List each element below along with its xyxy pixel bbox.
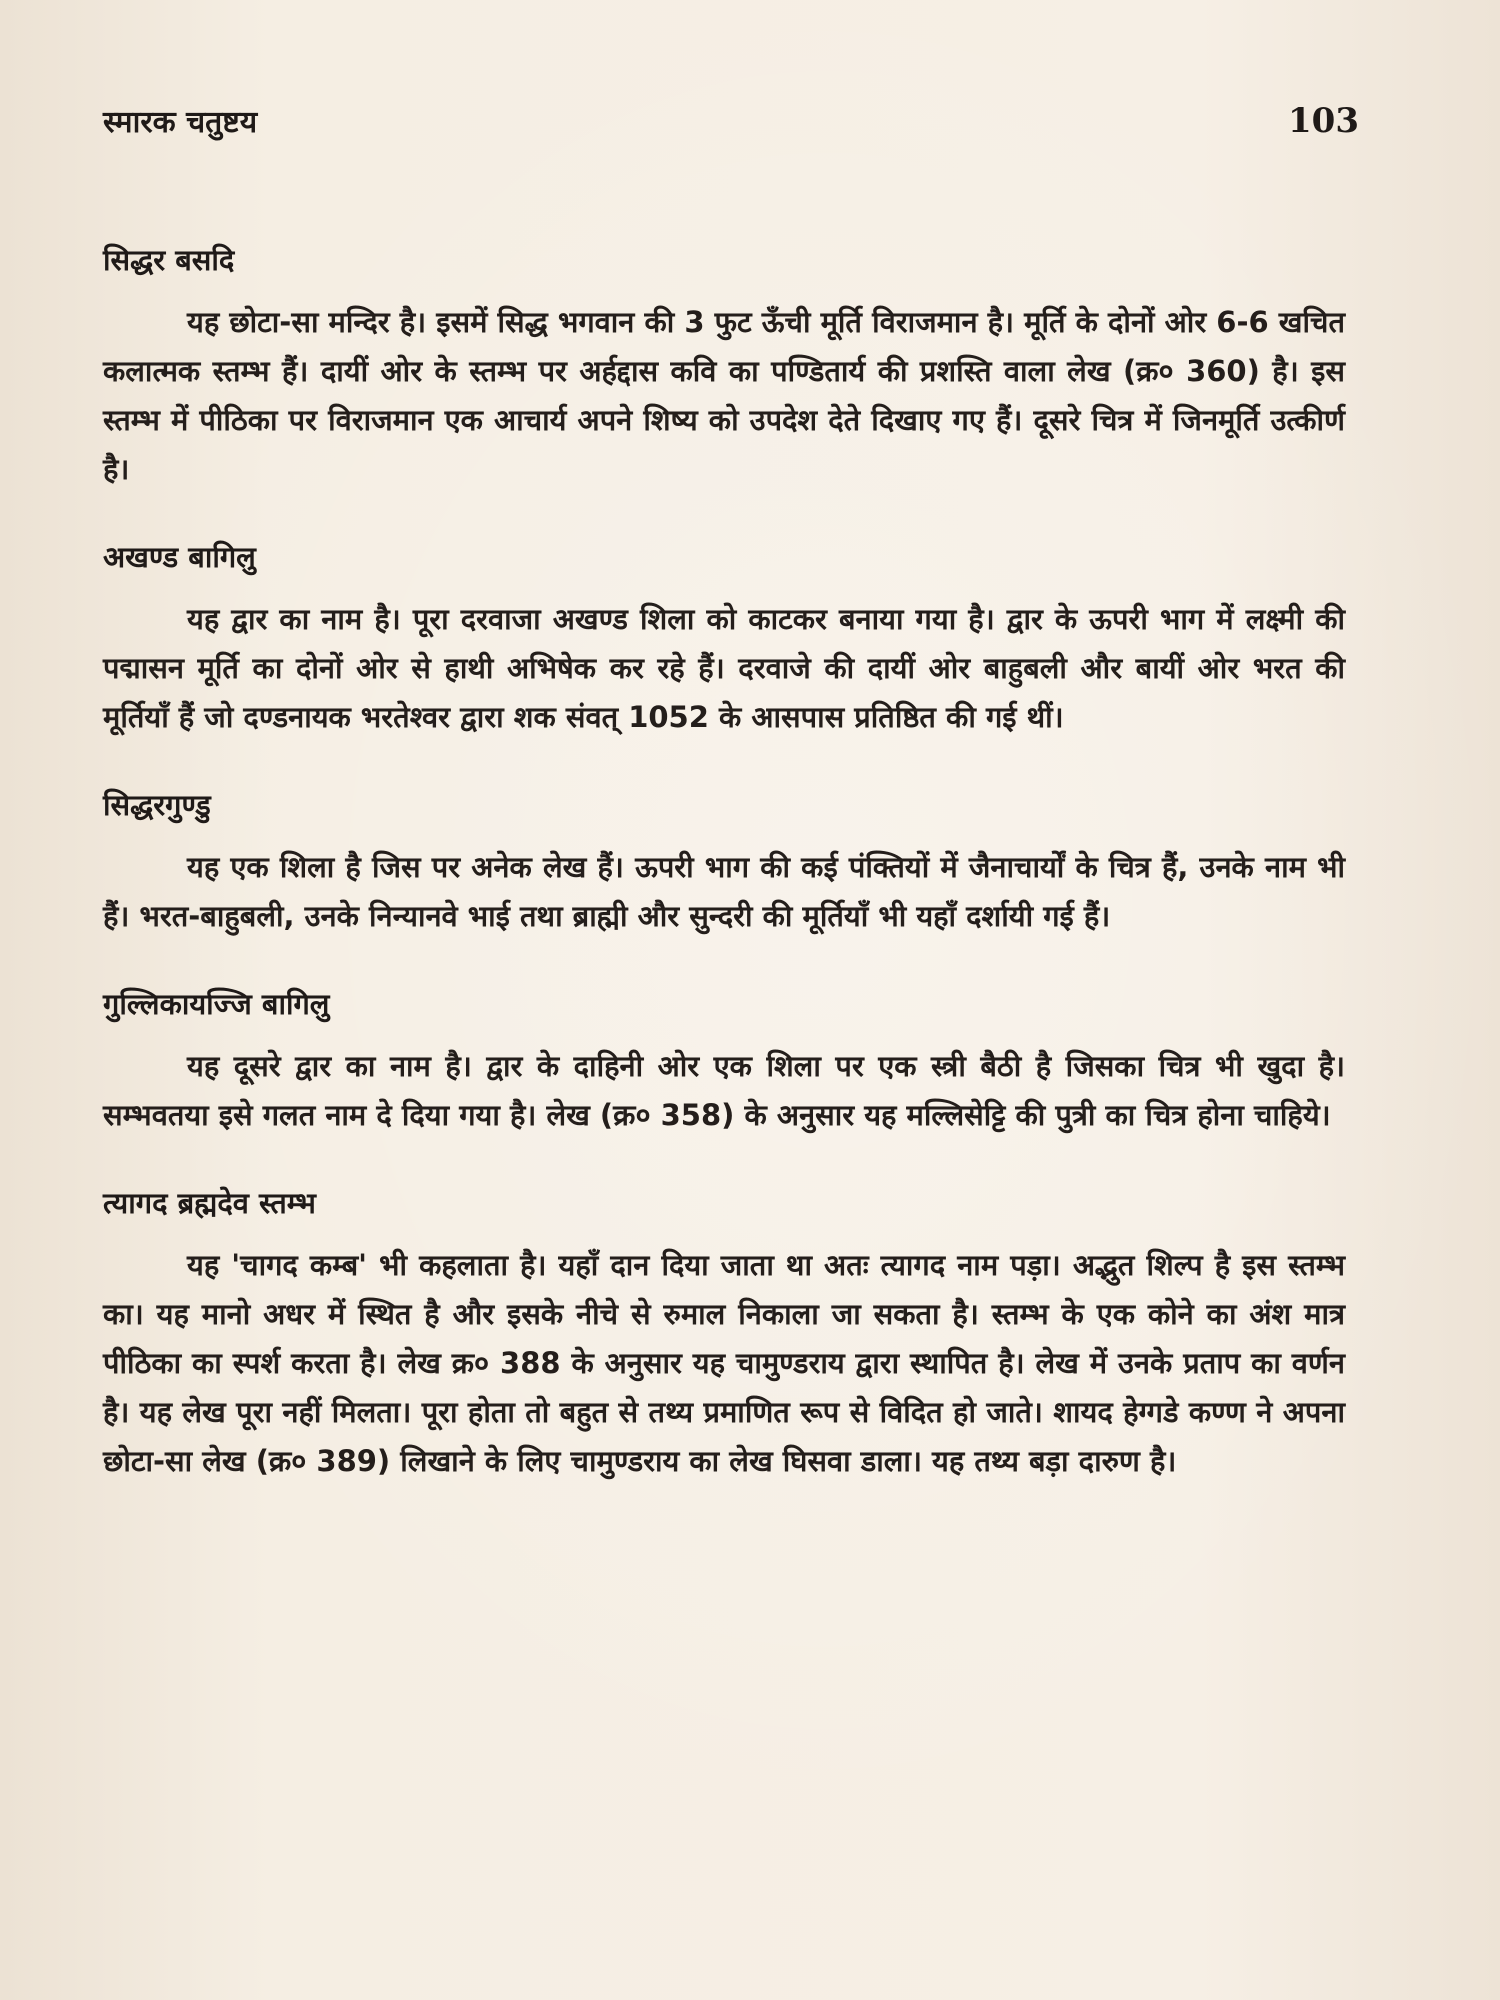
section-paragraph: यह एक शिला है जिस पर अनेक लेख हैं। ऊपरी भाग की कई पंक्तियों में जैनाचार्यों के चित्र हैं, उनके नाम भी हैं। भरत-बाहुबली, उनके निन्यानवे भाई तथा ब्राह्मी और सुन्दरी की मूर्तियाँ भी यहाँ दर्शायी गई हैं।: [103, 850, 1345, 933]
section-heading: सिद्धरगुण्डु: [103, 788, 211, 822]
running-title: स्मारक चतुष्टय: [103, 105, 258, 140]
section-paragraph: यह दूसरे द्वार का नाम है। द्वार के दाहिनी ओर एक शिला पर एक स्त्री बैठी है जिसका चित्र भी खुदा है। सम्भवतया इसे गलत नाम दे दिया गया है। लेख (क्र० 358) के अनुसार यह मल्लिसेट्टि की पुत्री का चित्र होना चाहिये।: [103, 1049, 1345, 1132]
section-siddhargundu: [103, 785, 1345, 941]
section-gullikayajji-bagilu: [103, 984, 1345, 1140]
section-paragraph: यह द्वार का नाम है। पूरा दरवाजा अखण्ड शिला को काटकर बनाया गया है। द्वार के ऊपरी भाग में लक्ष्मी की पद्मासन मूर्ति का दोनों ओर से हाथी अभिषेक कर रहे हैं। दरवाजे की दायीं ओर बाहुबली और बायीं ओर भरत की मूर्तियाँ हैं जो दण्डनायक भरतेश्वर द्वारा शक संवत् 1052 के आसपास प्रतिष्ठित की गई थीं।: [103, 602, 1345, 734]
section-heading: त्यागद ब्रह्मदेव स्तम्भ: [103, 1186, 316, 1220]
section-paragraph: यह छोटा-सा मन्दिर है। इसमें सिद्ध भगवान की 3 फुट ऊँची मूर्ति विराजमान है। मूर्ति के दोनों ओर 6-6 खचित कलात्मक स्तम्भ हैं। दायीं ओर के स्तम्भ पर अर्हद्दास कवि का पण्डितार्य की प्रशस्ति वाला लेख (क्र० 360) है। इस स्तम्भ में पीठिका पर विराजमान एक आचार्य अपने शिष्य को उपदेश देते दिखाए गए हैं। दूसरे चित्र में जिनमूर्ति उत्कीर्ण है।: [103, 305, 1345, 486]
section-paragraph: यह 'चागद कम्ब' भी कहलाता है। यहाँ दान दिया जाता था अतः त्यागद नाम पड़ा। अद्भुत शिल्प है इस स्तम्भ का। यह मानो अधर में स्थित है और इसके नीचे से रुमाल निकाला जा सकता है। स्तम्भ के एक कोने का अंश मात्र पीठिका का स्पर्श करता है। लेख क्र० 388 के अनुसार यह चामुण्डराय द्वारा स्थापित है। लेख में उनके प्रताप का वर्णन है। यह लेख पूरा नहीं मिलता। पूरा होता तो बहुत से तथ्य प्रमाणित रूप से विदित हो जाते। शायद हेग्गडे कण्ण ने अपना छोटा-सा लेख (क्र० 389) लिखाने के लिए चामुण्डराय का लेख घिसवा डाला। यह तथ्य बड़ा दारुण है।: [103, 1248, 1345, 1478]
page-number: 103: [1288, 101, 1359, 141]
section-heading: गुल्लिकायज्जि बागिलु: [103, 987, 330, 1021]
section-heading: अखण्ड बागिलु: [103, 540, 256, 574]
section-siddhar-basadi: [103, 240, 1345, 494]
section-heading: सिद्धर बसदि: [103, 243, 235, 277]
section-akhand-bagilu: [103, 537, 1345, 742]
section-tyagad-brahmadev-stambh: [103, 1183, 1345, 1486]
running-header: [103, 100, 1359, 144]
